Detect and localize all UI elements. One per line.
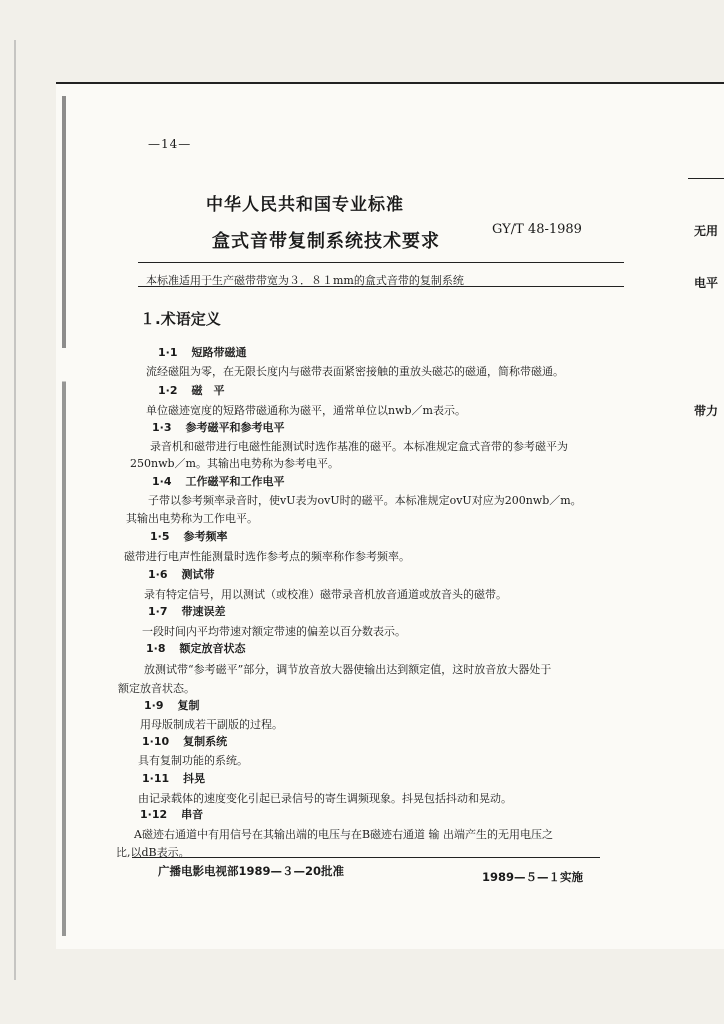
item-title: 串音 [181,808,204,821]
item-title: 带速误差 [181,605,226,618]
section-title: １.术语定义 [140,310,221,328]
item-heading [158,344,247,360]
item-heading [152,473,285,489]
item-heading [140,806,203,822]
item-number: 1·6 [148,568,168,581]
item-text: 具有复制功能的系统。 [138,754,248,767]
item-text: 由记录载体的速度变化引起已录信号的寄生调频现象。抖晃包括抖动和晃动。 [138,792,512,805]
item-text: A磁迹右通道中有用信号在其输出端的电压与在B磁迹右通道 输 出端产生的无用电压之 [134,828,554,841]
item-heading [148,566,215,582]
page-number: —14— [148,137,192,151]
item-number: 1·8 [146,642,166,655]
standard-org-title: 中华人民共和国专业标准 [206,195,404,215]
item-text: 用母版制成若干副版的过程。 [140,718,283,731]
header-rule [138,262,624,263]
item-heading [142,733,227,749]
item-title: 参考磁平和参考电平 [185,421,285,434]
item-text: 250nwb／m。其输出电势称为参考电平。 [130,457,339,470]
item-title: 复制 [177,699,200,712]
item-title: 工作磁平和工作电平 [185,475,285,488]
item-text: 录有特定信号，用以测试（或校准）磁带录音机放音通道或放音头的磁带。 [144,588,507,601]
item-title: 参考频率 [183,530,228,543]
item-number: 1·11 [142,772,170,785]
item-text: 磁带进行电声性能测量时选作参考点的频率称作参考频率。 [124,550,410,563]
item-title: 短路带磁通 [191,346,247,359]
item-number: 1·7 [148,605,168,618]
item-number: 1·9 [144,699,164,712]
item-heading [158,382,225,398]
item-text: 一段时间内平均带速对额定带速的偏差以百分数表示。 [142,625,406,638]
item-text: 流经磁阻为零，在无限长度内与磁带表面紧密接触的重放头磁芯的磁通，简称带磁通。 [146,365,564,378]
item-title: 磁 平 [191,384,225,397]
side-note-2: 电平 [693,276,718,290]
item-text: 放测试带“参考磁平”部分，调节放音放大器使输出达到额定值，这时放音放大器处于 [144,663,552,676]
item-text: 其输出电势称为工作电平。 [126,512,258,525]
item-number: 1·3 [152,421,172,434]
item-text: 单位磁迹宽度的短路带磁通称为磁平，通常单位以nwb／m表示。 [146,404,466,417]
margin-bar [62,96,66,936]
side-note-3: 带力 [693,404,718,418]
scan-edge [14,40,16,980]
item-number: 1·4 [152,475,172,488]
item-heading [148,603,226,619]
item-text: 额定放音状态。 [118,682,195,695]
side-rule [688,178,724,179]
scope-rule [138,286,624,287]
item-title: 测试带 [181,568,215,581]
item-title: 抖晃 [183,772,206,785]
approval-date: 广播电影电视部1989—３—20批准 [158,864,345,878]
item-heading [142,770,205,786]
item-number: 1·2 [158,384,178,397]
item-text: 录音机和磁带进行电磁性能测试时选作基准的磁平。本标准规定盒式音带的参考磁平为 [150,440,568,453]
item-title: 复制系统 [183,735,228,748]
item-number: 1·5 [150,530,170,543]
item-number: 1·1 [158,346,178,359]
item-text: 子带以参考频率录音时，使vU表为ovU时的磁平。本标准规定ovU对应为200nwb／m。 [148,494,582,507]
standard-main-title: 盒式音带复制系统技术要求 [212,231,440,252]
item-heading [150,528,228,544]
side-note-1: 无用 [693,224,718,238]
standard-code: GY/T 48-1989 [492,222,582,237]
item-heading [144,697,200,713]
item-number: 1·10 [142,735,170,748]
item-number: 1·12 [140,808,168,821]
item-text: 比,以dB表示。 [116,846,190,859]
footer-rule [132,857,600,858]
scope-text: 本标准适用于生产磁带带宽为３．８１mm的盒式音带的复制系统 [146,274,464,287]
effective-date: 1989—５—１实施 [482,870,584,884]
item-title: 额定放音状态 [179,642,246,655]
item-heading [146,640,246,656]
item-heading [152,419,285,435]
